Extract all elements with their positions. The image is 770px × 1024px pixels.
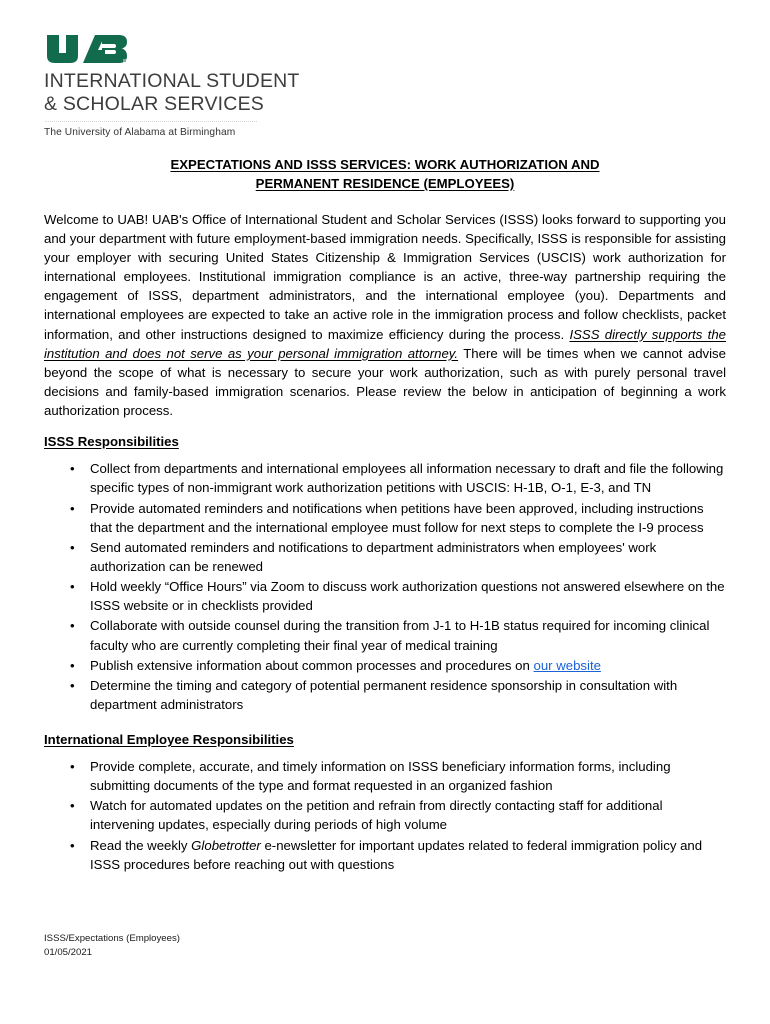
bullet-icon: • xyxy=(70,677,75,693)
bullet-icon: • xyxy=(70,461,75,477)
bullet-icon: • xyxy=(70,539,75,555)
international-employee-responsibilities-list xyxy=(44,757,726,874)
isss-responsibilities-list xyxy=(44,459,726,714)
section-heading-isss-responsibilities: ISSS Responsibilities xyxy=(44,434,179,450)
document-footer xyxy=(44,932,180,959)
uab-logo-icon xyxy=(46,34,128,64)
list-item xyxy=(44,616,726,654)
bullet-icon: • xyxy=(70,579,75,595)
bullet-icon: • xyxy=(70,759,75,775)
list-item xyxy=(44,757,726,795)
list-item-text: Hold weekly “Office Hours” via Zoom to discuss work authorization questions not answered elsewhere on the ISSS website or in checklists provided xyxy=(90,579,725,614)
list-item xyxy=(44,676,726,714)
list-item-text: Send automated reminders and notifications to department administrators when employees' work authorization can be renewed xyxy=(90,539,657,574)
list-item-text: Provide automated reminders and notifications when petitions have been approved, including instructions that the department and the international employee must follow for next steps to complete the I-9 process xyxy=(90,500,704,535)
document-content xyxy=(44,34,726,875)
page-title xyxy=(44,156,726,193)
page-title-line-2: PERMANENT RESIDENCE (EMPLOYEES) xyxy=(255,175,515,191)
list-item-text-before: Read the weekly xyxy=(90,837,192,853)
intro-paragraph xyxy=(44,210,726,421)
intro-text-part-1: Welcome to UAB! UAB's Office of International Student and Scholar Services (ISSS) looks forward to supporting you and your department with future employment-based immigration needs. Specifically, ISSS is responsible for assisting your employer with securing United States Citizenship & Immigration Services (USCIS) work authorization for international employees. Institutional immigration compliance is an active, three-way partnership requiring the engagement of ISSS, department administrators, and the international employee (you). Departments and international employees are expected to take an active role in the immigration process and follow checklists, packet information, and other instructions designed to maximize efficiency during the process. xyxy=(44,211,726,342)
intro-emphasis: ISSS directly supports the institution and does not serve as your personal immigration attorney. xyxy=(44,326,726,361)
bullet-icon: • xyxy=(70,657,75,673)
list-item-text: Collect from departments and international employees all information necessary to draft and file the following specific types of non-immigrant work authorization petitions with USCIS: H-1B, O-1, E-3, and TN xyxy=(90,461,724,496)
org-name-line-1: INTERNATIONAL STUDENT xyxy=(44,70,300,92)
org-name-line-2: & SCHOLAR SERVICES xyxy=(44,92,264,115)
bullet-icon: • xyxy=(70,798,75,814)
intro-text-part-2: There will be times when we cannot advise beyond the scope of what is necessary to secure your work authorization, such as with purely personal travel decisions and family-based immigration scenarios. Please review the below in anticipation of beginning a work authorization process. xyxy=(44,345,726,419)
list-item xyxy=(44,796,726,834)
footer-document-id: ISSS/Expectations (Employees) xyxy=(44,933,180,944)
list-item-text: Determine the timing and category of potential permanent residence sponsorship in consultation with department administrators xyxy=(90,677,678,712)
university-tagline: The University of Alabama at Birmingham xyxy=(44,127,236,139)
list-item xyxy=(44,459,726,497)
list-item xyxy=(44,538,726,576)
letterhead xyxy=(44,34,726,138)
bullet-icon: • xyxy=(70,837,75,853)
footer-date: 01/05/2021 xyxy=(44,946,93,958)
list-item xyxy=(44,656,726,675)
list-item-text: Collaborate with outside counsel during the transition from J-1 to H-1B status required for incoming clinical faculty who are currently completing their final year of medical training xyxy=(90,618,710,653)
our-website-link[interactable]: our website xyxy=(533,657,601,673)
list-item-text-after: e-newsletter for important updates related to federal immigration policy and ISSS procedures before reaching out with questions xyxy=(90,837,703,872)
list-item xyxy=(44,499,726,537)
bullet-icon: • xyxy=(70,500,75,516)
list-item-text: Watch for automated updates on the petition and refrain from directly contacting staff for additional intervening updates, especially during periods of high volume xyxy=(90,798,663,833)
list-item-text: Publish extensive information about common processes and procedures on xyxy=(90,657,534,673)
globetrotter-title: Globetrotter xyxy=(191,837,261,853)
section-heading-international-employee-responsibilities: International Employee Responsibilities xyxy=(44,732,294,748)
list-item xyxy=(44,836,726,874)
bullet-icon: • xyxy=(70,618,75,634)
letterhead-divider xyxy=(45,121,257,123)
page-title-line-1: EXPECTATIONS AND ISSS SERVICES: WORK AUTHORIZATION AND xyxy=(170,157,600,173)
list-item xyxy=(44,577,726,615)
list-item-text: Provide complete, accurate, and timely information on ISSS beneficiary information forms, including submitting documents of the type and format requested in an organized fashion xyxy=(90,759,671,794)
